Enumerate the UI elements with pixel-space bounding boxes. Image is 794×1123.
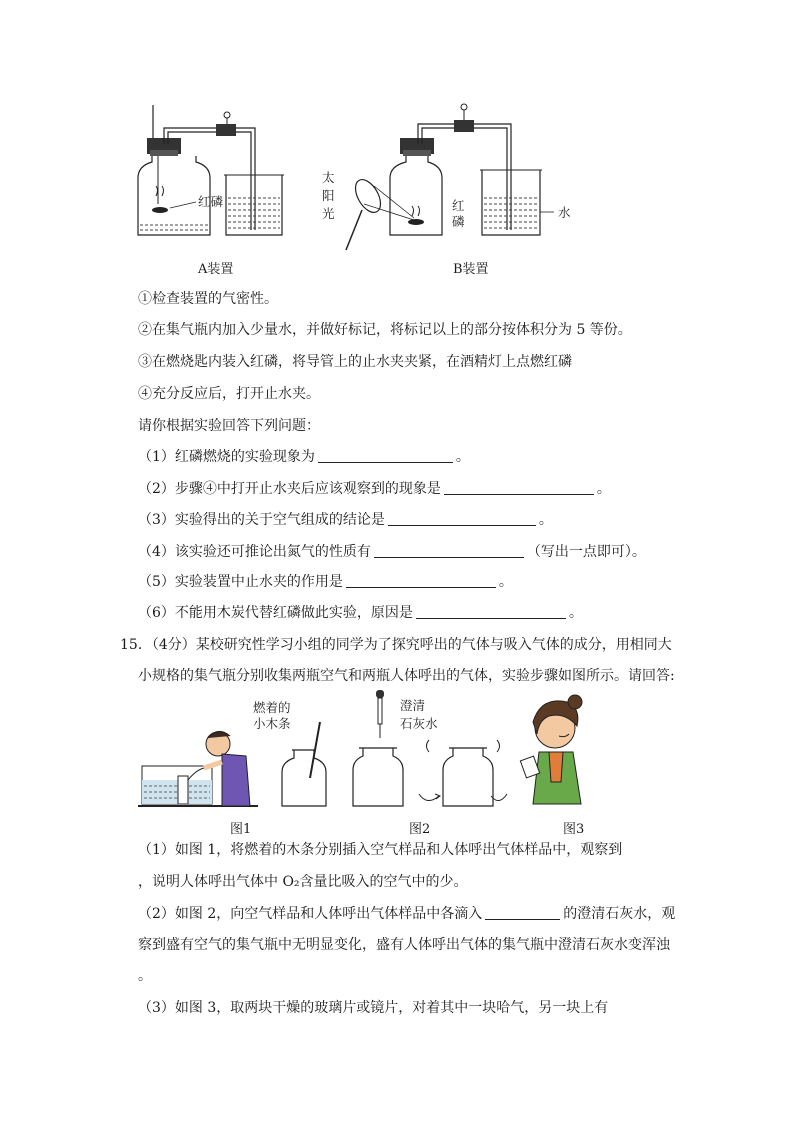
answer-blank-3[interactable] [388, 511, 536, 526]
q15-intro-line2: 小规格的集气瓶分别收集两瓶空气和两瓶人体呼出的气体，实验步骤如图所示。请回答: [138, 668, 675, 684]
figure-1-bottle [253, 700, 330, 810]
answer-blank-6[interactable] [416, 604, 566, 619]
apparatus-b-red-label-1: 红 [452, 198, 465, 213]
question-3-text: （3）实验得出的关于空气组成的结论是 [138, 512, 385, 528]
question-4-end: （写出一点即可）。 [526, 544, 646, 560]
question-6-text: （6）不能用木炭代替红磷做此实验，原因是 [138, 605, 413, 621]
question-5-end: 。 [498, 574, 513, 590]
figure-3-illustration [515, 692, 595, 812]
sunlight-label-2: 阳 [322, 188, 335, 203]
figure-3-caption: 图3 [563, 822, 585, 837]
question-6 [138, 603, 583, 623]
apparatus-a-diagram [130, 100, 290, 250]
q15-sub1-line2: ，说明人体呼出气体中 O₂含量比吸入的空气中的少。 [138, 874, 468, 890]
sunlight-label-3: 光 [322, 206, 335, 221]
q15-sub2-text: （2）如图 2，向空气样品和人体呼出气体样品中各滴入 [138, 906, 483, 922]
apparatus-b-caption: B装置 [453, 262, 489, 277]
figure-2-illustration [345, 690, 505, 810]
question-2 [138, 479, 611, 499]
question-4-text: （4）该实验还可推论出氮气的性质有 [138, 544, 371, 560]
question-1-text: （1）红磷燃烧的实验现象为 [138, 449, 315, 465]
q15-sub2-text-end: 的澄清石灰水，观 [563, 906, 676, 922]
q15-sub1-line1: （1）如图 1，将燃着的木条分别插入空气样品和人体呼出气体样品中，观察到 [138, 842, 623, 858]
q15-sub2-line2: 察到盛有空气的集气瓶中无明显变化，盛有人体呼出气体的集气瓶中澄清石灰水变浑浊 [138, 937, 670, 953]
q15-sub3-line1: （3）如图 3，取两块干燥的玻璃片或镜片，对着其中一块哈气，另一块上有 [138, 1000, 609, 1016]
q15-intro-line1: 15．（4分）某校研究性学习小组的同学为了探究呼出的气体与吸入气体的成分，用相同大 [120, 637, 672, 653]
question-1-end: 。 [455, 449, 470, 465]
question-6-end: 。 [568, 605, 583, 621]
apparatus-a-caption: A装置 [198, 262, 234, 277]
apparatus-b-diagram [318, 100, 578, 255]
question-2-text: （2）步骤④中打开止水夹后应该观察到的现象是 [138, 481, 441, 497]
question-prompt: 请你根据实验回答下列问题： [138, 418, 320, 434]
step-4: ④充分反应后，打开止水夹。 [138, 386, 320, 402]
answer-blank-5[interactable] [346, 573, 496, 588]
apparatus-b-red-label-2: 磷 [452, 214, 465, 229]
q15-sub2-line1 [138, 904, 675, 924]
answer-blank-2[interactable] [444, 480, 594, 495]
answer-blank-q15-2[interactable] [485, 905, 560, 920]
q15-sub2-line3: 。 [138, 968, 152, 984]
figure-1-caption: 图1 [230, 822, 252, 837]
burning-stick-label-2: 小木条 [253, 716, 291, 731]
limewater-label-1: 澄清 [400, 698, 426, 713]
step-1: ①检查装置的气密性。 [138, 291, 278, 307]
apparatus-b-water-label: 水 [558, 205, 571, 220]
question-5-text: （5）实验装置中止水夹的作用是 [138, 574, 343, 590]
answer-blank-1[interactable] [318, 448, 453, 463]
apparatus-a-red-phosphorus-label: 红磷 [198, 194, 224, 209]
question-4 [138, 542, 646, 562]
question-3 [138, 510, 553, 530]
question-5 [138, 572, 513, 592]
burning-stick-label-1: 燃着的 [253, 700, 291, 715]
question-1 [138, 447, 470, 467]
limewater-label-2: 石灰水 [400, 716, 438, 731]
answer-blank-4[interactable] [374, 543, 524, 558]
figure-1-illustration [138, 710, 258, 810]
step-2: ②在集气瓶内加入少量水，并做好标记，将标记以上的部分按体积分为 5 等份。 [138, 322, 632, 338]
question-3-end: 。 [538, 512, 553, 528]
sunlight-label-1: 太 [322, 170, 335, 185]
figure-2-caption: 图2 [409, 822, 431, 837]
step-3: ③在燃烧匙内装入红磷，将导管上的止水夹夹紧，在酒精灯上点燃红磷 [138, 354, 572, 370]
question-2-end: 。 [596, 481, 611, 497]
